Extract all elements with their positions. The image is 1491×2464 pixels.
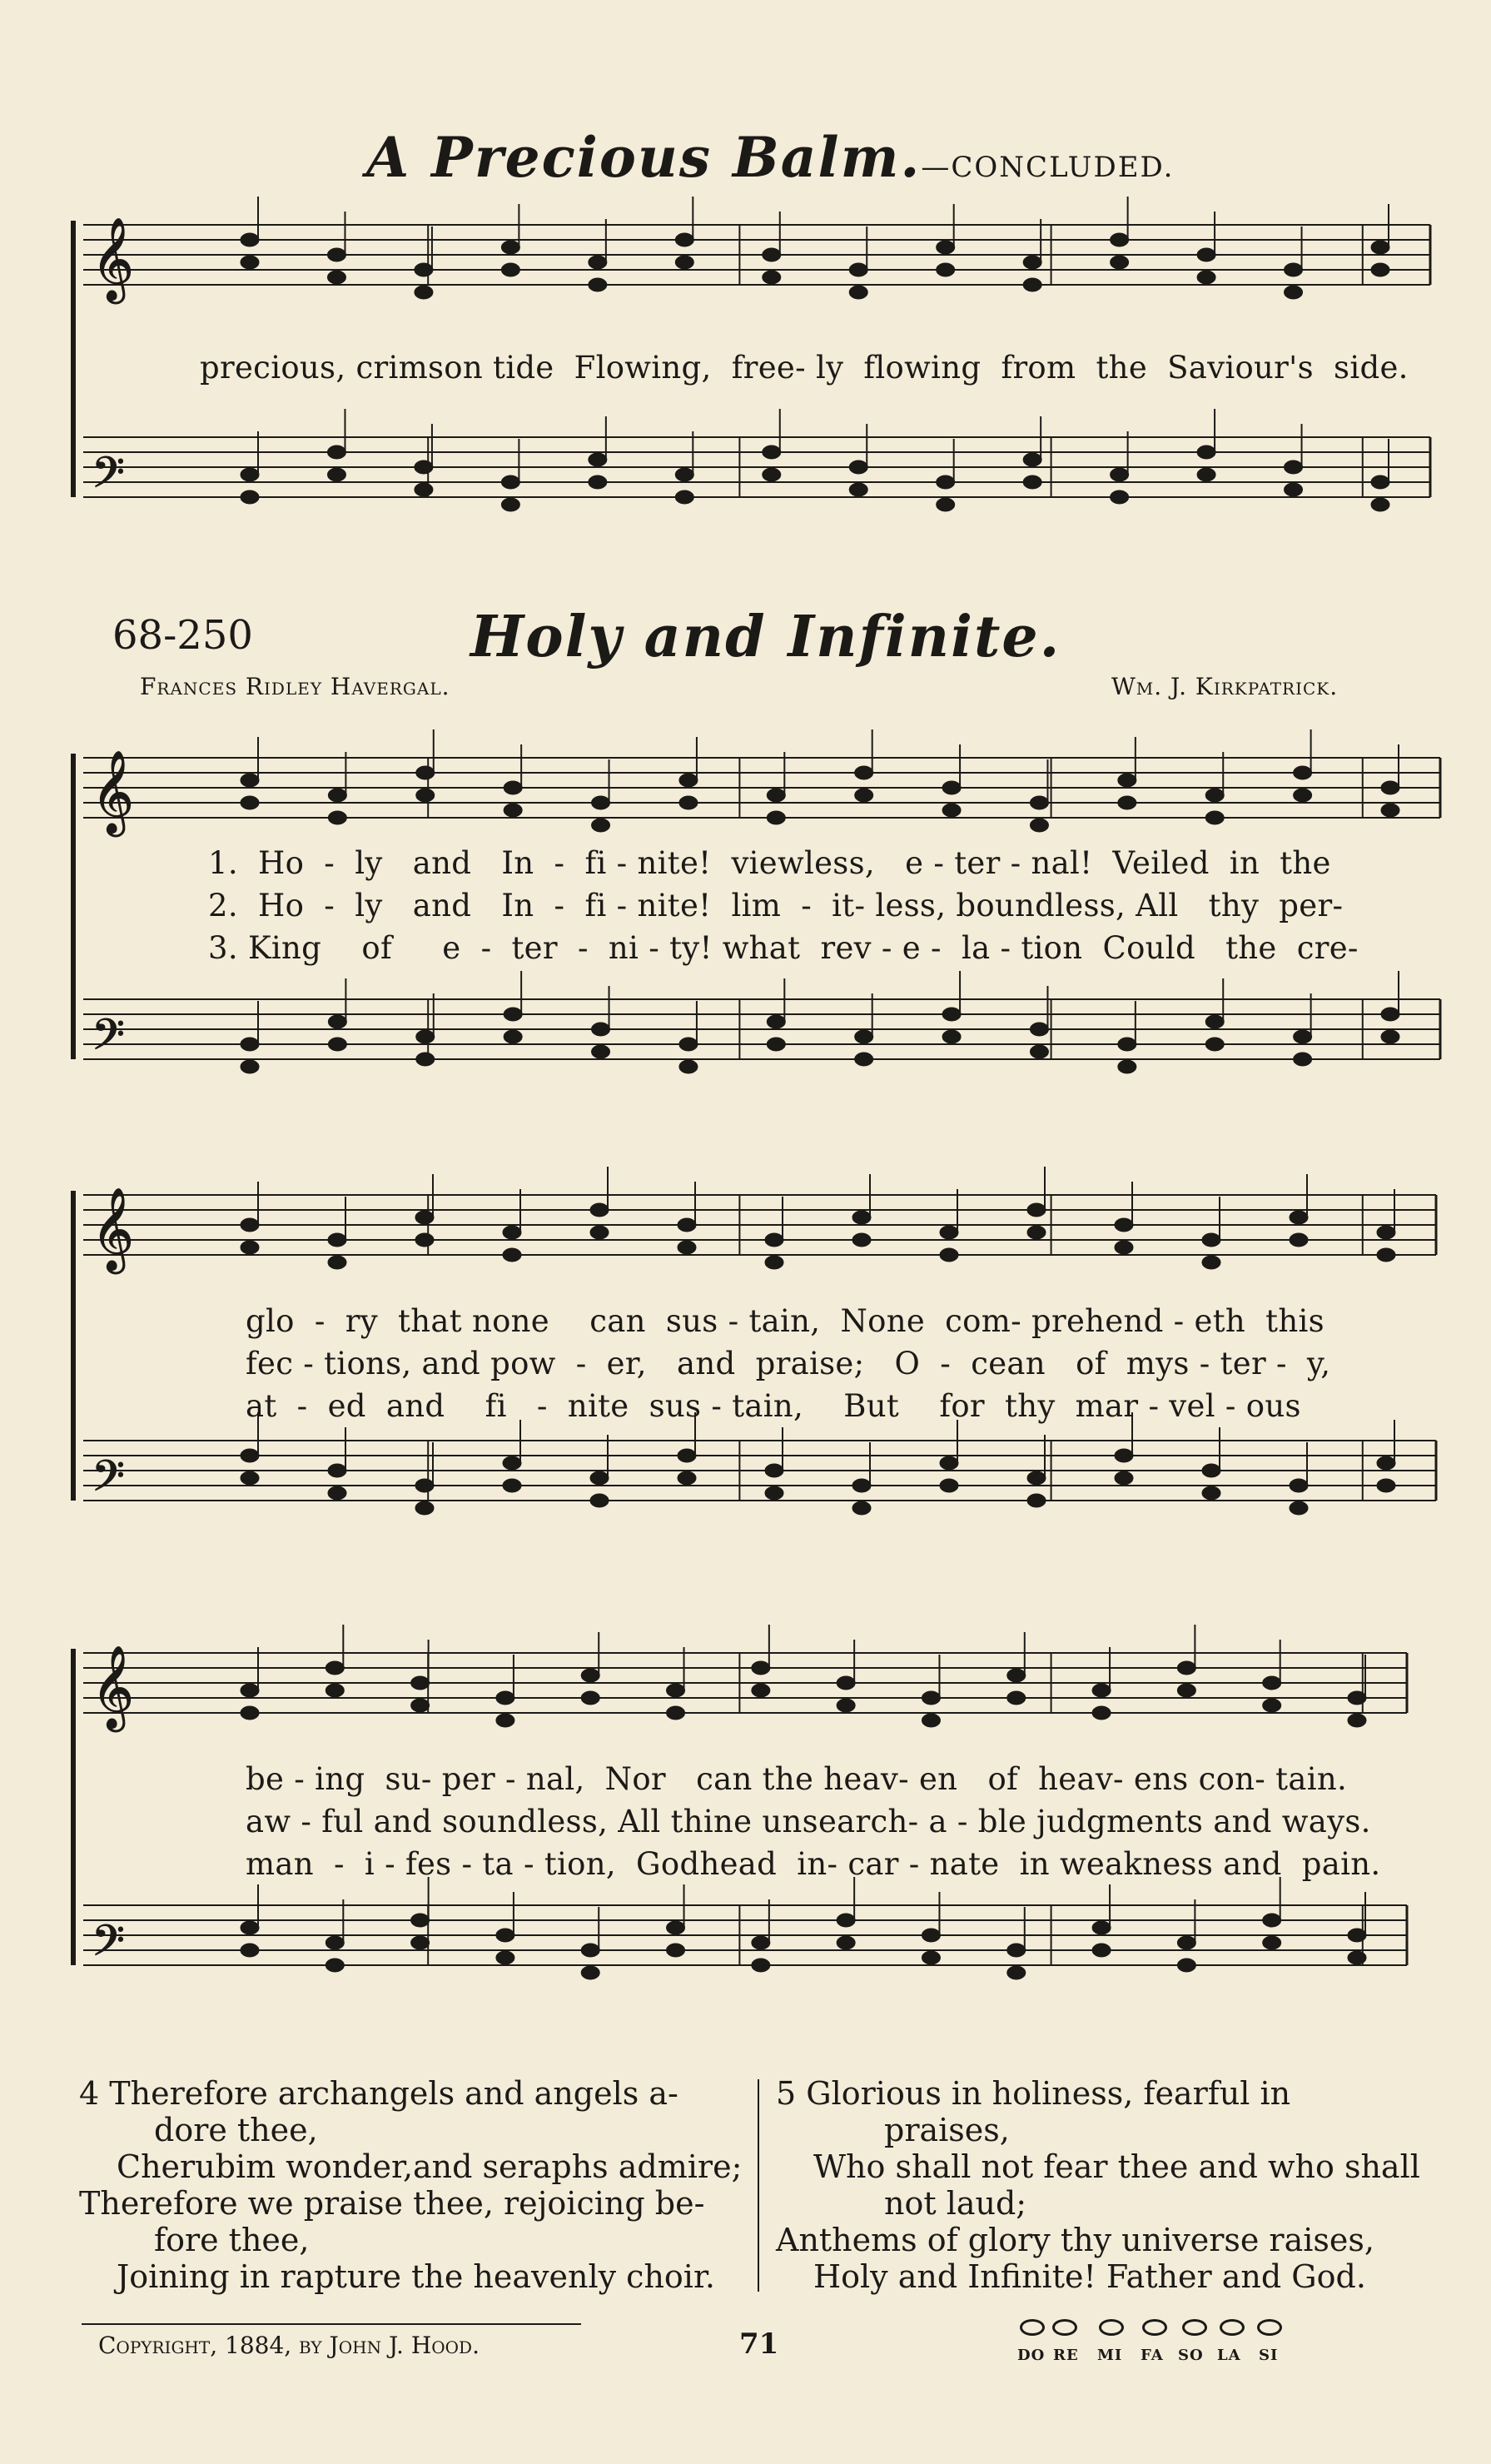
note-head bbox=[589, 453, 607, 466]
note-head bbox=[241, 233, 259, 246]
bass-clef-icon: 𝄢 bbox=[92, 1451, 125, 1511]
note-head bbox=[1285, 460, 1303, 474]
note-head bbox=[855, 1030, 873, 1043]
note-head bbox=[852, 1479, 871, 1492]
note-head bbox=[328, 1233, 346, 1247]
note-head bbox=[1294, 1053, 1312, 1066]
solfa-label-do: DO bbox=[1017, 2347, 1046, 2364]
note-head bbox=[241, 1060, 259, 1073]
treble-clef-icon: 𝄞 bbox=[92, 1187, 134, 1271]
note-head bbox=[1111, 490, 1129, 504]
note-head bbox=[837, 1676, 855, 1690]
note-head bbox=[496, 1951, 514, 1964]
note-head bbox=[328, 789, 346, 802]
note-head bbox=[675, 490, 693, 504]
note-head bbox=[503, 1456, 521, 1470]
note-head bbox=[679, 774, 698, 787]
hymn-composer: Wm. J. Kirkpatrick. bbox=[1111, 673, 1339, 700]
note-head bbox=[940, 1248, 958, 1262]
note-head bbox=[1030, 1045, 1048, 1058]
note-head bbox=[1202, 1256, 1220, 1269]
note-head bbox=[1205, 789, 1224, 802]
verse-5-line: Holy and Infinite! Father and God. bbox=[813, 2258, 1366, 2295]
note-head bbox=[765, 1256, 783, 1269]
note-head bbox=[415, 483, 433, 496]
verse-4-line: Therefore we praise thee, rejoicing be- bbox=[79, 2185, 705, 2222]
note-head bbox=[1030, 819, 1048, 832]
note-head bbox=[942, 804, 961, 817]
note-head bbox=[415, 1479, 434, 1492]
system2-lyric-3: at - ed and fi - nite sus - tain, But for thy mar - vel - ous bbox=[246, 1388, 1301, 1424]
solfa-la-icon bbox=[1220, 2319, 1245, 2336]
note-head bbox=[1371, 475, 1389, 489]
copyright: Copyright, 1884, by John J. Hood. bbox=[98, 2332, 480, 2359]
note-head bbox=[942, 1008, 961, 1021]
note-head bbox=[837, 1936, 855, 1949]
note-head bbox=[940, 1226, 958, 1239]
note-head bbox=[1092, 1944, 1111, 1957]
note-head bbox=[1348, 1714, 1366, 1727]
note-head bbox=[855, 1053, 873, 1066]
note-head bbox=[1023, 453, 1041, 466]
note-head bbox=[328, 1015, 346, 1028]
note-head bbox=[1111, 256, 1129, 269]
note-head bbox=[940, 1479, 958, 1492]
system1-lyric-1: 1. Ho - ly and In - fi - nite! viewless, e - ter - nal! Veiled in the bbox=[208, 845, 1331, 881]
solfa-mi-icon bbox=[1099, 2319, 1124, 2336]
note-head bbox=[667, 1706, 685, 1720]
note-head bbox=[1027, 1471, 1046, 1485]
note-head bbox=[411, 1936, 430, 1949]
note-head bbox=[1348, 1691, 1366, 1705]
note-head bbox=[1381, 781, 1399, 794]
note-head bbox=[592, 1023, 610, 1036]
treble-clef-icon: 𝄞 bbox=[92, 217, 134, 301]
note-head bbox=[1027, 1494, 1046, 1507]
system3-lyric-1: be - ing su- per - nal, Nor can the heav- en of heav- ens con- tain. bbox=[246, 1761, 1348, 1797]
note-head bbox=[855, 789, 873, 802]
note-head bbox=[592, 819, 610, 832]
note-head bbox=[849, 460, 867, 474]
note-head bbox=[241, 1241, 259, 1254]
verse-4-line: Joining in rapture the heavenly choir. bbox=[117, 2258, 716, 2295]
note-head bbox=[1205, 1015, 1224, 1028]
note-head bbox=[1294, 789, 1312, 802]
note-head bbox=[667, 1684, 685, 1697]
note-head bbox=[937, 263, 955, 276]
note-head bbox=[1202, 1486, 1220, 1500]
note-head bbox=[590, 1203, 609, 1217]
note-head bbox=[765, 1486, 783, 1500]
note-head bbox=[241, 774, 259, 787]
note-head bbox=[411, 1914, 430, 1927]
hymn-author: Frances Ridley Havergal. bbox=[140, 673, 450, 700]
note-head bbox=[1092, 1921, 1111, 1934]
verse-4 bbox=[79, 2075, 745, 2295]
note-head bbox=[852, 1501, 871, 1515]
note-head bbox=[667, 1944, 685, 1957]
note-head bbox=[752, 1684, 770, 1697]
note-head bbox=[581, 1691, 599, 1705]
note-head bbox=[327, 468, 345, 481]
note-head bbox=[326, 1959, 344, 1972]
note-head bbox=[590, 1226, 609, 1239]
note-head bbox=[1197, 271, 1215, 284]
solfa-re-icon bbox=[1052, 2319, 1077, 2336]
note-head bbox=[1263, 1699, 1281, 1712]
note-head bbox=[415, 286, 433, 299]
verse-5-line: not laud; bbox=[884, 2185, 1027, 2222]
note-head bbox=[1202, 1233, 1220, 1247]
note-head bbox=[937, 241, 955, 254]
note-head bbox=[328, 1486, 346, 1500]
verse-4-line: dore thee, bbox=[154, 2112, 318, 2148]
note-head bbox=[837, 1914, 855, 1927]
system1-lyric-2: 2. Ho - ly and In - fi - nite! lim - it- less, boundless, All thy per- bbox=[208, 888, 1344, 923]
solfa-label-la: LA bbox=[1217, 2347, 1241, 2364]
solfa-label-so: SO bbox=[1178, 2347, 1204, 2364]
note-head bbox=[767, 789, 785, 802]
note-head bbox=[326, 1684, 344, 1697]
note-head bbox=[1023, 475, 1041, 489]
note-head bbox=[1290, 1501, 1308, 1515]
note-head bbox=[675, 468, 693, 481]
note-head bbox=[1205, 811, 1224, 824]
note-head bbox=[679, 796, 698, 809]
note-head bbox=[922, 1714, 940, 1727]
note-head bbox=[415, 263, 433, 276]
note-head bbox=[1007, 1669, 1026, 1682]
note-head bbox=[667, 1921, 685, 1934]
note-head bbox=[327, 248, 345, 261]
note-head bbox=[503, 1226, 521, 1239]
note-head bbox=[767, 1038, 785, 1051]
note-head bbox=[763, 271, 781, 284]
note-head bbox=[752, 1936, 770, 1949]
note-head bbox=[922, 1951, 940, 1964]
note-head bbox=[416, 1030, 435, 1043]
note-head bbox=[1115, 1218, 1133, 1232]
note-head bbox=[678, 1218, 696, 1232]
note-head bbox=[763, 468, 781, 481]
solfa-fa-icon bbox=[1142, 2319, 1167, 2336]
solfa-label-re: RE bbox=[1053, 2347, 1079, 2364]
note-head bbox=[1294, 1030, 1312, 1043]
note-head bbox=[1377, 1226, 1395, 1239]
note-head bbox=[1118, 1060, 1136, 1073]
note-head bbox=[765, 1464, 783, 1477]
system3-lyric-2: aw - ful and soundless, All thine unsearch- a - ble judgments and ways. bbox=[246, 1804, 1371, 1839]
note-head bbox=[241, 1706, 259, 1720]
verse-5-line: praises, bbox=[884, 2112, 1010, 2148]
page-number: 71 bbox=[739, 2327, 779, 2361]
note-head bbox=[241, 490, 259, 504]
solfa-label-si: SI bbox=[1259, 2347, 1279, 2364]
note-head bbox=[1263, 1936, 1281, 1949]
note-head bbox=[1030, 1023, 1048, 1036]
note-head bbox=[328, 811, 346, 824]
note-head bbox=[922, 1929, 940, 1942]
note-head bbox=[1348, 1929, 1366, 1942]
note-head bbox=[501, 498, 519, 511]
note-head bbox=[1377, 1456, 1395, 1470]
system1-lyric-3: 3. King of e - ter - ni - ty! what rev - e - la - tion Could the cre- bbox=[208, 930, 1359, 966]
note-head bbox=[241, 1684, 259, 1697]
note-head bbox=[328, 1256, 346, 1269]
note-head bbox=[501, 263, 519, 276]
note-head bbox=[763, 446, 781, 459]
note-head bbox=[1348, 1951, 1366, 1964]
note-head bbox=[327, 271, 345, 284]
note-head bbox=[415, 1211, 434, 1224]
note-head bbox=[411, 1676, 430, 1690]
verse-4-line: 4 Therefore archangels and angels a- bbox=[79, 2075, 678, 2112]
note-head bbox=[1115, 1471, 1133, 1485]
note-head bbox=[496, 1691, 514, 1705]
note-head bbox=[1290, 1479, 1308, 1492]
note-head bbox=[1023, 278, 1041, 291]
verse-5-line: Who shall not fear thee and who shall bbox=[813, 2148, 1420, 2185]
continued-title-text: A Precious Balm. bbox=[366, 125, 922, 190]
verse-4-line: fore thee, bbox=[154, 2222, 310, 2258]
note-head bbox=[504, 1030, 522, 1043]
bass-clef-icon: 𝄢 bbox=[92, 1009, 125, 1070]
note-head bbox=[942, 781, 961, 794]
note-head bbox=[767, 1015, 785, 1028]
treble-clef-icon: 𝄞 bbox=[92, 750, 134, 834]
note-head bbox=[1263, 1914, 1281, 1927]
note-head bbox=[855, 766, 873, 779]
note-head bbox=[326, 1936, 344, 1949]
note-head bbox=[328, 1464, 346, 1477]
solfa-so-icon bbox=[1182, 2319, 1207, 2336]
note-head bbox=[763, 248, 781, 261]
note-head bbox=[752, 1661, 770, 1675]
continued-lyric: precious, crimson tide Flowing, free- ly flowing from the Saviour's side. bbox=[200, 350, 1409, 386]
verse-5-line: Anthems of glory thy universe raises, bbox=[776, 2222, 1374, 2258]
note-head bbox=[503, 1479, 521, 1492]
note-head bbox=[678, 1471, 696, 1485]
note-head bbox=[328, 1038, 346, 1051]
note-head bbox=[496, 1714, 514, 1727]
footer-rule bbox=[82, 2323, 581, 2325]
note-head bbox=[1023, 256, 1041, 269]
note-head bbox=[589, 278, 607, 291]
note-head bbox=[241, 468, 259, 481]
verse-5-line: 5 Glorious in holiness, fearful in bbox=[776, 2075, 1291, 2112]
note-head bbox=[849, 483, 867, 496]
note-head bbox=[1177, 1661, 1195, 1675]
note-head bbox=[1371, 241, 1389, 254]
note-head bbox=[1197, 248, 1215, 261]
note-head bbox=[581, 1944, 599, 1957]
note-head bbox=[504, 804, 522, 817]
note-head bbox=[1202, 1464, 1220, 1477]
solfa-do-icon bbox=[1020, 2319, 1045, 2336]
note-head bbox=[942, 1030, 961, 1043]
note-head bbox=[1118, 1038, 1136, 1051]
note-head bbox=[937, 475, 955, 489]
note-head bbox=[589, 475, 607, 489]
note-head bbox=[504, 1008, 522, 1021]
note-head bbox=[590, 1494, 609, 1507]
note-head bbox=[1205, 1038, 1224, 1051]
system3-lyric-3: man - i - fes - ta - tion, Godhead in- car - nate in weakness and pain. bbox=[246, 1846, 1381, 1882]
note-head bbox=[937, 498, 955, 511]
note-head bbox=[592, 1045, 610, 1058]
note-head bbox=[581, 1966, 599, 1979]
note-head bbox=[1007, 1966, 1026, 1979]
note-head bbox=[1030, 796, 1048, 809]
note-head bbox=[1111, 233, 1129, 246]
note-head bbox=[241, 796, 259, 809]
note-head bbox=[852, 1211, 871, 1224]
note-head bbox=[581, 1669, 599, 1682]
note-head bbox=[326, 1661, 344, 1675]
note-head bbox=[503, 1248, 521, 1262]
note-head bbox=[1377, 1248, 1395, 1262]
note-head bbox=[589, 256, 607, 269]
note-head bbox=[592, 796, 610, 809]
note-head bbox=[327, 446, 345, 459]
note-head bbox=[496, 1929, 514, 1942]
note-head bbox=[590, 1471, 609, 1485]
note-head bbox=[765, 1233, 783, 1247]
note-head bbox=[675, 233, 693, 246]
note-head bbox=[1197, 446, 1215, 459]
note-head bbox=[767, 811, 785, 824]
treble-clef-icon: 𝄞 bbox=[92, 1645, 134, 1729]
note-head bbox=[416, 789, 435, 802]
hymn-number: 68-250 bbox=[112, 612, 253, 659]
note-head bbox=[1007, 1944, 1026, 1957]
verse-5 bbox=[776, 2075, 1442, 2295]
note-head bbox=[241, 1218, 259, 1232]
note-head bbox=[1263, 1676, 1281, 1690]
note-head bbox=[1118, 796, 1136, 809]
note-head bbox=[241, 1038, 259, 1051]
hymn-title: Holy and Infinite. bbox=[470, 604, 1061, 670]
note-head bbox=[501, 241, 519, 254]
note-head bbox=[678, 1241, 696, 1254]
note-head bbox=[241, 1944, 259, 1957]
note-head bbox=[1294, 766, 1312, 779]
continued-title-suffix: —CONCLUDED. bbox=[921, 151, 1175, 184]
note-head bbox=[1027, 1226, 1046, 1239]
note-head bbox=[1371, 263, 1389, 276]
note-head bbox=[849, 263, 867, 276]
note-head bbox=[837, 1699, 855, 1712]
note-head bbox=[1285, 286, 1303, 299]
note-head bbox=[679, 1038, 698, 1051]
note-head bbox=[241, 256, 259, 269]
verse-4-line: Cherubim wonder,and seraphs admire; bbox=[117, 2148, 743, 2185]
note-head bbox=[1371, 498, 1389, 511]
note-head bbox=[241, 1471, 259, 1485]
note-head bbox=[415, 1233, 434, 1247]
note-head bbox=[415, 1501, 434, 1515]
note-head bbox=[1092, 1706, 1111, 1720]
system2-lyric-2: fec - tions, and pow - er, and praise; O - cean of mys - ter - y, bbox=[246, 1346, 1331, 1381]
note-head bbox=[679, 1060, 698, 1073]
note-head bbox=[1381, 804, 1399, 817]
note-head bbox=[415, 460, 433, 474]
note-head bbox=[241, 1921, 259, 1934]
note-head bbox=[852, 1233, 871, 1247]
bass-clef-icon: 𝄢 bbox=[92, 447, 125, 508]
note-head bbox=[678, 1449, 696, 1462]
note-head bbox=[1285, 483, 1303, 496]
verse-divider bbox=[758, 2079, 759, 2292]
solfa-label-mi: MI bbox=[1097, 2347, 1123, 2364]
note-head bbox=[752, 1959, 770, 1972]
note-head bbox=[1007, 1691, 1026, 1705]
note-head bbox=[1377, 1479, 1395, 1492]
note-head bbox=[416, 766, 435, 779]
note-head bbox=[1285, 263, 1303, 276]
note-head bbox=[1027, 1203, 1046, 1217]
solfa-si-icon bbox=[1257, 2319, 1282, 2336]
note-head bbox=[241, 1449, 259, 1462]
note-head bbox=[1197, 468, 1215, 481]
solfa-label-fa: FA bbox=[1141, 2347, 1164, 2364]
note-head bbox=[1290, 1211, 1308, 1224]
bass-clef-icon: 𝄢 bbox=[92, 1915, 125, 1976]
note-head bbox=[849, 286, 867, 299]
note-head bbox=[1381, 1030, 1399, 1043]
note-head bbox=[922, 1691, 940, 1705]
note-head bbox=[1381, 1008, 1399, 1021]
note-head bbox=[416, 1053, 435, 1066]
note-head bbox=[1118, 774, 1136, 787]
note-head bbox=[1290, 1233, 1308, 1247]
note-head bbox=[411, 1699, 430, 1712]
note-head bbox=[1177, 1959, 1195, 1972]
note-head bbox=[940, 1456, 958, 1470]
note-head bbox=[1115, 1241, 1133, 1254]
note-head bbox=[1177, 1684, 1195, 1697]
system2-lyric-1: glo - ry that none can sus - tain, None com- prehend - eth this bbox=[246, 1303, 1325, 1339]
note-head bbox=[501, 475, 519, 489]
note-head bbox=[675, 256, 693, 269]
note-head bbox=[1092, 1684, 1111, 1697]
note-head bbox=[504, 781, 522, 794]
note-head bbox=[1115, 1449, 1133, 1462]
note-head bbox=[1111, 468, 1129, 481]
note-head bbox=[1177, 1936, 1195, 1949]
